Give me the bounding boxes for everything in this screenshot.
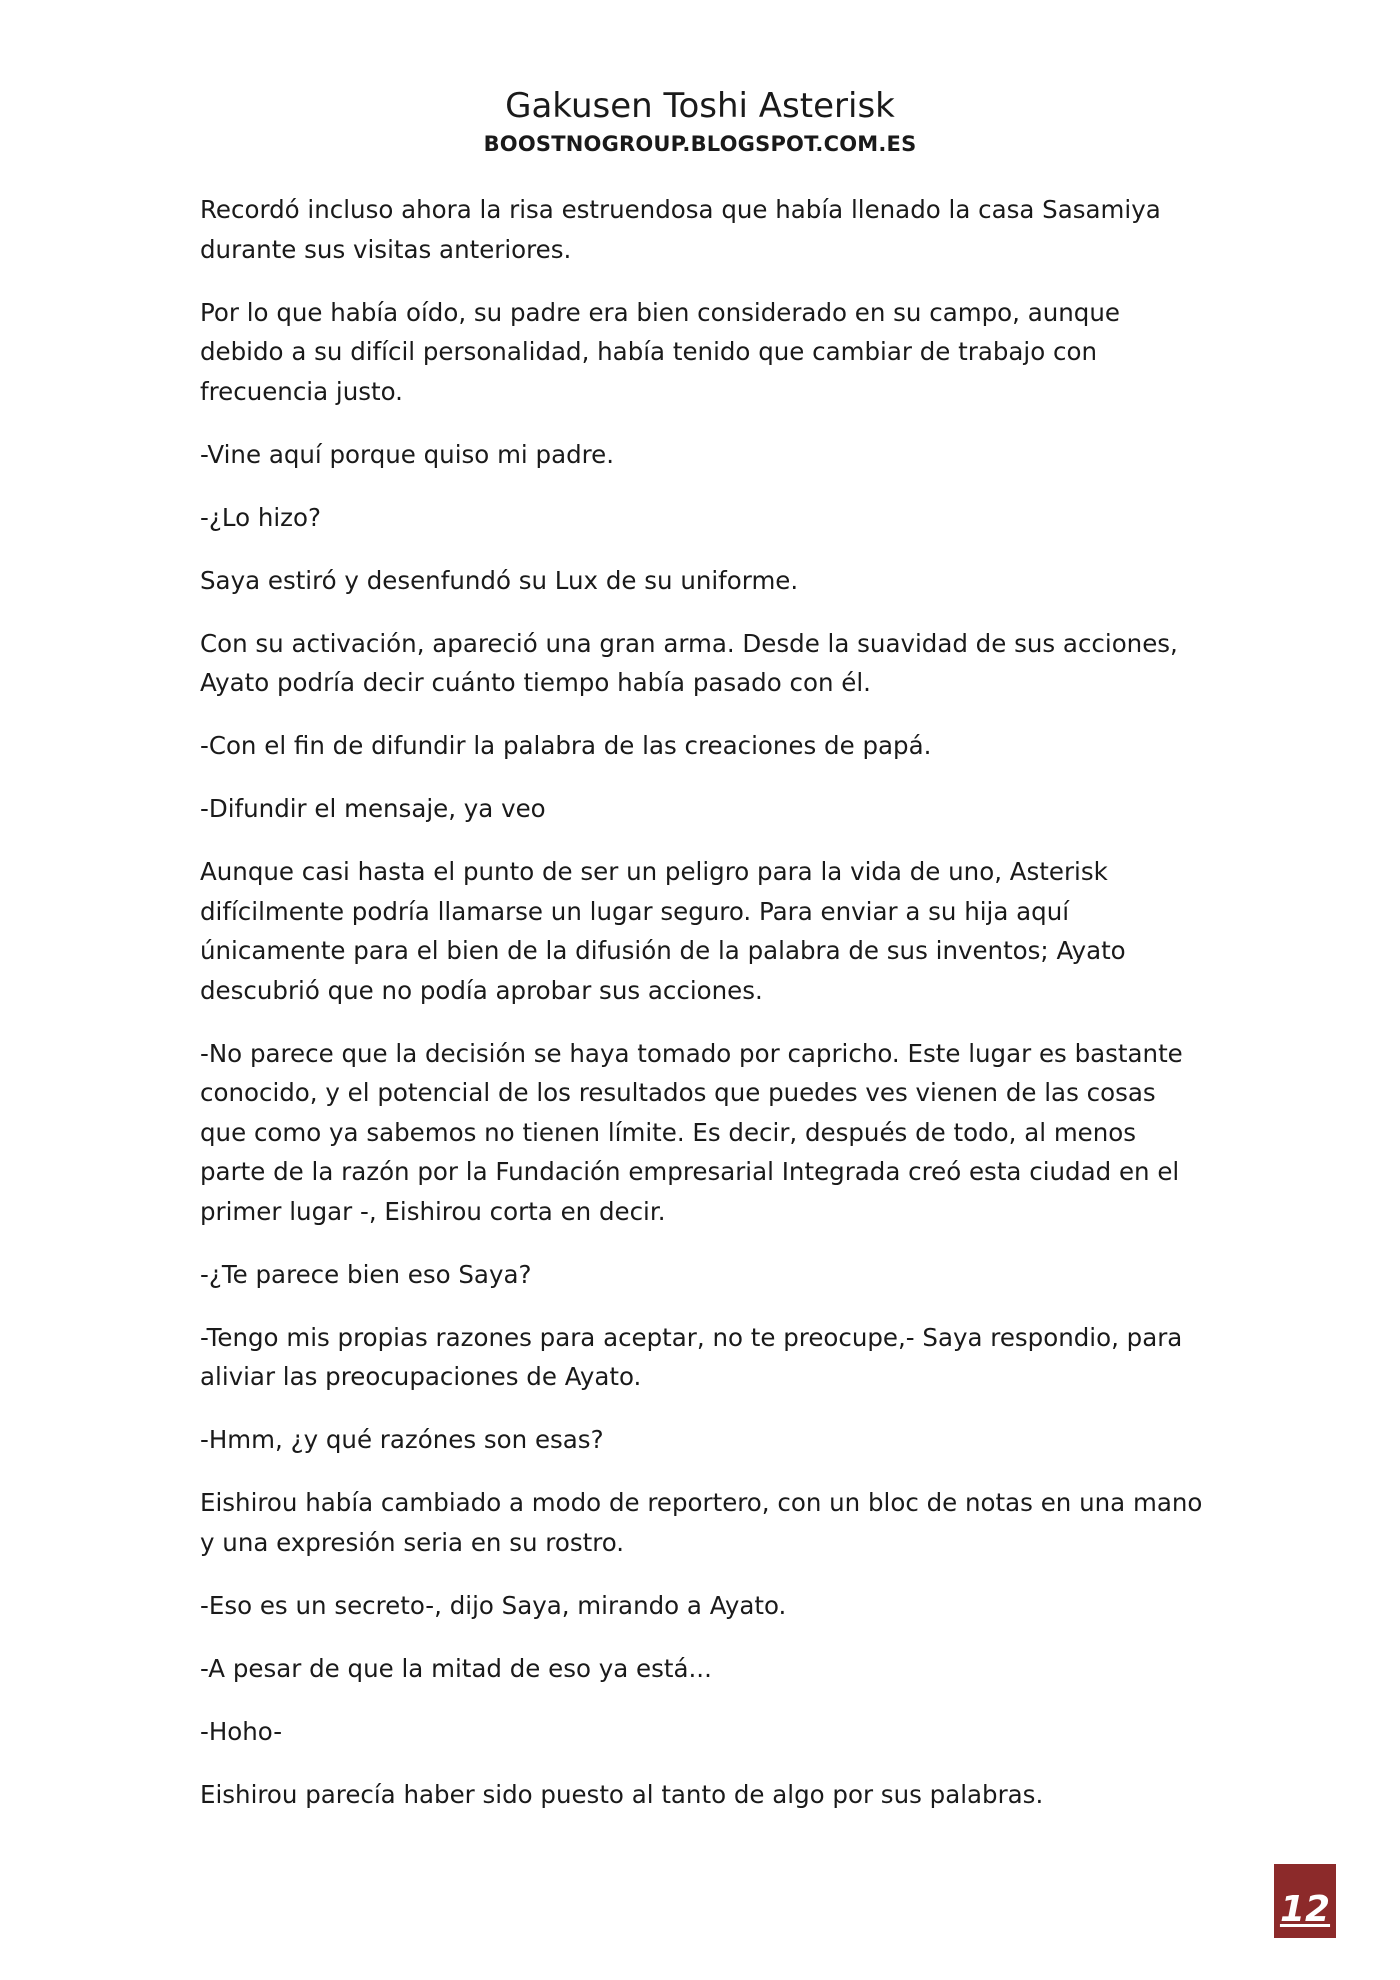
paragraph: -¿Lo hizo? — [200, 502, 322, 532]
paragraph: Con su activación, apareció una gran arma. Desde la suavidad de sus acciones, Ayato podría decir cuánto tiempo había pasado con él. — [200, 628, 1178, 697]
document-title: Gakusen Toshi Asterisk — [505, 86, 895, 126]
page-header — [0, 84, 1400, 158]
paragraph: -Hoho- — [200, 1716, 283, 1746]
paragraph: -Eso es un secreto-, dijo Saya, mirando a Ayato. — [200, 1590, 787, 1620]
paragraph: -Tengo mis propias razones para aceptar, no te preocupe,- Saya respondio, para aliviar las preocupaciones de Ayato. — [200, 1322, 1183, 1391]
page-number-badge: 12 — [1274, 1864, 1336, 1938]
paragraph: Eishirou parecía haber sido puesto al tanto de algo por sus palabras. — [200, 1779, 1044, 1809]
paragraph: Aunque casi hasta el punto de ser un peligro para la vida de uno, Asterisk difícilmente podría llamarse un lugar seguro. Para enviar a su hija aquí únicamente para el bien de la difusión de la palabra de sus inventos; Ayato descubrió que no podía aprobar sus acciones. — [200, 857, 1126, 1005]
paragraph: -Vine aquí porque quiso mi padre. — [200, 439, 615, 469]
paragraph: -A pesar de que la mitad de eso ya está... — [200, 1653, 712, 1683]
website-url: BOOSTNOGROUP.BLOGSPOT.COM.ES — [483, 132, 917, 156]
paragraph: -Con el fin de difundir la palabra de las creaciones de papá. — [200, 731, 932, 760]
paragraph: -Hmm, ¿y qué razónes son esas? — [200, 1425, 604, 1454]
paragraph: Por lo que había oído, su padre era bien considerado en su campo, aunque debido a su difícil personalidad, había tenido que cambiar de trabajo con frecuencia justo. — [200, 297, 1120, 406]
paragraph: -Difundir el mensaje, ya veo — [200, 794, 546, 823]
paragraph: Recordó incluso ahora la risa estruendosa que había llenado la casa Sasamiya durante sus visitas anteriores. — [200, 195, 1161, 264]
body-text — [200, 190, 1204, 1838]
paragraph: -No parece que la decisión se haya tomado por capricho. Este lugar es bastante conocido, y el potencial de los resultados que puedes ves vienen de las cosas que como ya sabemos no tienen límite. Es decir, después de todo, al menos parte de la razón por la Fundación empresarial Integrada creó esta ciudad en el primer lugar -, Eishirou corta en decir. — [200, 1038, 1183, 1226]
paragraph: Saya estiró y desenfundó su Lux de su uniforme. — [200, 565, 799, 595]
paragraph: Eishirou había cambiado a modo de reportero, con un bloc de notas en una mano y una expresión seria en su rostro. — [200, 1488, 1203, 1557]
paragraph: -¿Te parece bien eso Saya? — [200, 1259, 532, 1289]
